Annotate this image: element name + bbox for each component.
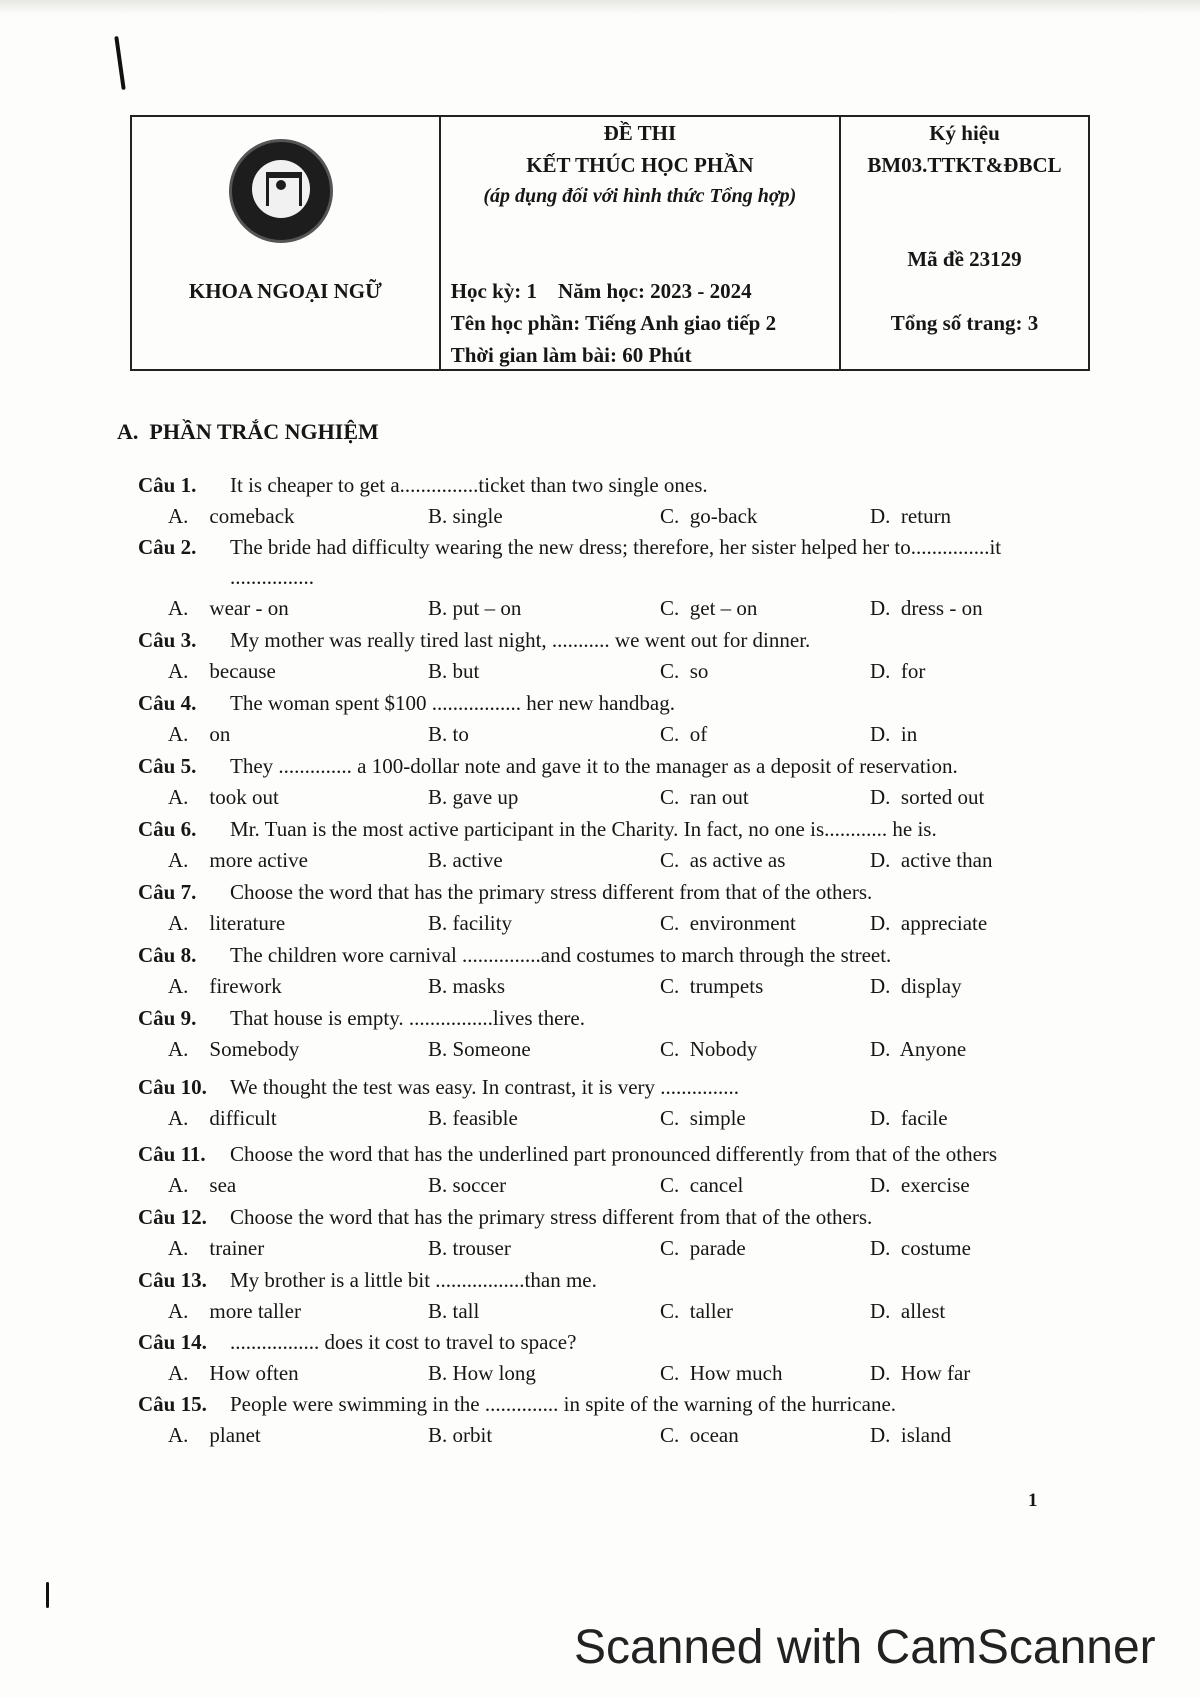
answer-option[interactable]: C. go-back — [660, 504, 758, 528]
answer-option[interactable]: B. single — [428, 504, 503, 528]
question-text: They .............. a 100-dollar note and gave it to the manager as a deposit of reservation. — [230, 754, 958, 778]
answer-option[interactable]: D. How far — [870, 1361, 971, 1385]
answer-option[interactable]: C. get – on — [660, 596, 758, 620]
answer-option[interactable]: D. display — [870, 974, 962, 998]
answer-option[interactable]: A. sea — [168, 1173, 237, 1197]
question-number: Câu 4. — [138, 691, 197, 715]
question-number: Câu 3. — [138, 628, 197, 652]
exam-note: (áp dụng đối với hình thức Tổng hợp) — [483, 185, 797, 207]
faculty-name: KHOA NGOẠI NGỮ — [188, 279, 382, 303]
answer-option[interactable]: D. appreciate — [870, 911, 988, 935]
answer-option[interactable]: A. wear - on — [168, 596, 289, 620]
answer-option[interactable]: C. so — [660, 659, 709, 683]
question-number: Câu 12. — [138, 1205, 207, 1229]
answer-option[interactable]: D. sorted out — [870, 785, 985, 809]
question-text: The children wore carnival ...............and costumes to march through the street. — [230, 943, 892, 967]
answer-option[interactable]: D. for — [870, 659, 926, 683]
total-pages: Tổng số trang: 3 — [890, 311, 1039, 335]
symbol-code: BM03.TTKT&ĐBCL — [867, 153, 1062, 177]
question-number: Câu 15. — [138, 1392, 207, 1416]
question-text: Choose the word that has the primary stress different from that of the others. — [230, 1205, 873, 1229]
answer-option[interactable]: B. feasible — [428, 1106, 518, 1130]
question-text: Choose the word that has the underlined part pronounced differently from that of the others — [230, 1142, 998, 1166]
question-text: My brother is a little bit .................than me. — [230, 1268, 597, 1292]
answer-option[interactable]: D. Anyone — [870, 1037, 967, 1061]
answer-option[interactable]: A. literature — [168, 911, 286, 935]
answer-option[interactable]: C. trumpets — [660, 974, 764, 998]
question-number: Câu 13. — [138, 1268, 207, 1292]
time-line: Thời gian làm bài: 60 Phút — [450, 343, 692, 367]
answer-option[interactable]: C. of — [660, 722, 708, 746]
answer-option[interactable]: B. to — [428, 722, 469, 746]
answer-option[interactable]: B. How long — [428, 1361, 536, 1385]
header-exam-cell — [440, 116, 840, 370]
answer-option[interactable]: D. return — [870, 504, 952, 528]
answer-option[interactable]: B. facility — [428, 911, 512, 935]
answer-option[interactable]: B. orbit — [428, 1423, 493, 1447]
exam-title: ĐỀ THI — [603, 121, 677, 145]
answer-option[interactable]: D. costume — [870, 1236, 971, 1260]
answer-option[interactable]: D. dress - on — [870, 596, 983, 620]
answer-option[interactable]: C. environment — [660, 911, 796, 935]
answer-option[interactable]: D. facile — [870, 1106, 948, 1130]
question-number: Câu 9. — [138, 1006, 197, 1030]
question-text: Choose the word that has the primary stress different from that of the others. — [230, 880, 873, 904]
scan-edge — [0, 0, 1200, 14]
question-number: Câu 10. — [138, 1075, 207, 1099]
answer-option[interactable]: B. active — [428, 848, 503, 872]
question-text: The woman spent $100 ................. her new handbag. — [230, 691, 675, 715]
answer-option[interactable]: B. masks — [428, 974, 506, 998]
question-number: Câu 7. — [138, 880, 197, 904]
answer-option[interactable]: A. planet — [168, 1423, 261, 1447]
question-text: The bride had difficulty wearing the new dress; therefore, her sister helped her to...............it — [230, 535, 1002, 559]
question-number: Câu 2. — [138, 535, 197, 559]
answer-option[interactable]: A. difficult — [168, 1106, 277, 1130]
question-text: It is cheaper to get a...............ticket than two single ones. — [230, 473, 708, 497]
symbol-label: Ký hiệu — [929, 121, 1000, 145]
question-text: Mr. Tuan is the most active participant in the Charity. In fact, no one is............ he is. — [230, 817, 937, 841]
question-number: Câu 1. — [138, 473, 197, 497]
answer-option[interactable]: B. gave up — [428, 785, 519, 809]
answer-option[interactable]: A. because — [168, 659, 276, 683]
answer-option[interactable]: C. ocean — [660, 1423, 739, 1447]
answer-option[interactable]: A. How often — [168, 1361, 299, 1385]
answer-option[interactable]: A. more taller — [168, 1299, 301, 1323]
answer-option[interactable]: B. put – on — [428, 596, 522, 620]
answer-option[interactable]: C. Nobody — [660, 1037, 758, 1061]
question-text: We thought the test was easy. In contrast, it is very ............... — [230, 1075, 740, 1099]
question-text: People were swimming in the .............. in spite of the warning of the hurricane. — [230, 1392, 897, 1416]
answer-option[interactable]: C. simple — [660, 1106, 746, 1130]
answer-option[interactable]: D. allest — [870, 1299, 946, 1323]
answer-option[interactable]: A. trainer — [168, 1236, 265, 1260]
question-number: Câu 6. — [138, 817, 197, 841]
answer-option[interactable]: D. exercise — [870, 1173, 970, 1197]
answer-option[interactable]: B. but — [428, 659, 480, 683]
answer-option[interactable]: C. cancel — [660, 1173, 744, 1197]
pen-mark — [114, 36, 125, 90]
camscanner-watermark: Scanned with CamScanner — [574, 1621, 1156, 1674]
exam-header-table — [130, 115, 1090, 371]
header-code-cell — [840, 116, 1089, 370]
answer-option[interactable]: C. parade — [660, 1236, 746, 1260]
answer-option[interactable]: B. Someone — [428, 1037, 531, 1061]
answer-option[interactable]: A. on — [168, 722, 231, 746]
course-line: Tên học phần: Tiếng Anh giao tiếp 2 — [450, 311, 777, 335]
question-number: Câu 14. — [138, 1330, 207, 1354]
question-text: That house is empty. ................lives there. — [230, 1006, 585, 1030]
answer-option[interactable]: B. soccer — [428, 1173, 507, 1197]
answer-option[interactable]: B. trouser — [428, 1236, 511, 1260]
exam-subtitle: KẾT THÚC HỌC PHẦN — [526, 153, 754, 177]
question-text: ................. does it cost to travel to space? — [230, 1330, 577, 1354]
answer-option[interactable]: D. in — [870, 722, 918, 746]
question-text: My mother was really tired last night, ........... we went out for dinner. — [230, 628, 811, 652]
answer-option[interactable]: B. tall — [428, 1299, 480, 1323]
answer-option[interactable]: A. took out — [168, 785, 279, 809]
page-number: 1 — [1028, 1490, 1038, 1511]
answer-option[interactable]: C. taller — [660, 1299, 733, 1323]
answer-option[interactable]: A. firework — [168, 974, 282, 998]
question-number: Câu 11. — [138, 1142, 206, 1166]
answer-option[interactable]: C. How much — [660, 1361, 783, 1385]
answer-option[interactable]: A. more active — [168, 848, 308, 872]
answer-option[interactable]: C. ran out — [660, 785, 749, 809]
question-number: Câu 5. — [138, 754, 197, 778]
answer-option[interactable]: D. island — [870, 1423, 952, 1447]
header-faculty-cell — [131, 116, 440, 370]
question-text-continued: ................ — [230, 565, 314, 589]
university-logo — [229, 139, 333, 243]
semester-line: Học kỳ: 1 Năm học: 2023 - 2024 — [450, 279, 752, 303]
answer-option[interactable]: D. active than — [870, 848, 993, 872]
section-title: A. PHẦN TRẮC NGHIỆM — [117, 419, 379, 444]
question-number: Câu 8. — [138, 943, 197, 967]
exam-code: Mã đề 23129 — [907, 247, 1022, 271]
answer-option[interactable]: A. comeback — [168, 504, 295, 528]
answer-option[interactable]: A. Somebody — [168, 1037, 300, 1061]
answer-option[interactable]: C. as active as — [660, 848, 786, 872]
pen-mark — [46, 1582, 49, 1608]
